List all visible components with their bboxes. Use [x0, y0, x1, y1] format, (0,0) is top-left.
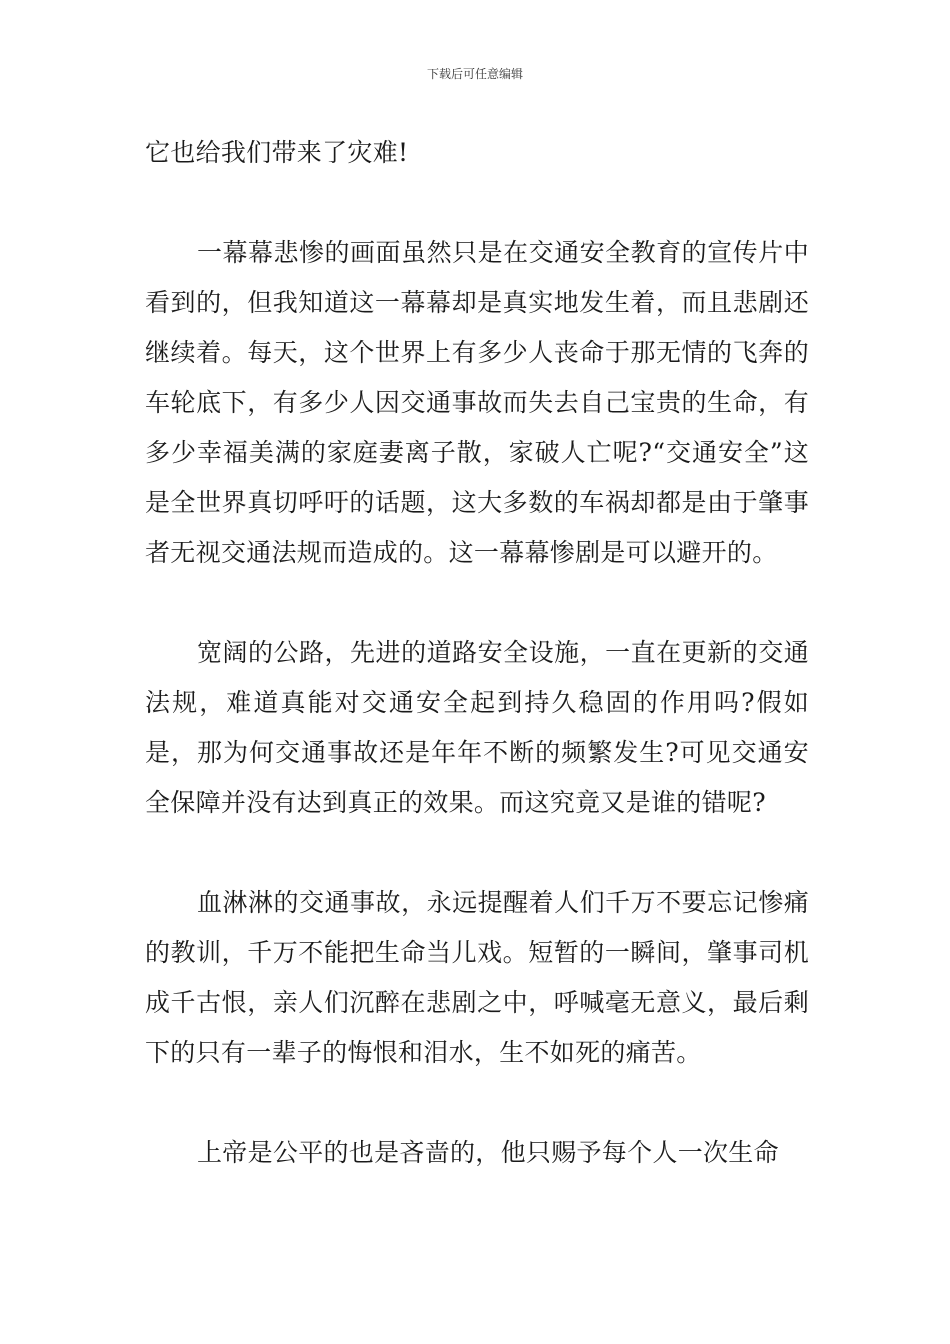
paragraph-gap: [145, 178, 809, 228]
paragraph-2: 一幕幕悲惨的画面虽然只是在交通安全教育的宣传片中看到的，但我知道这一幕幕却是真实地发生着，而且悲剧还继续着。每天，这个世界上有多少人丧命于那无情的飞奔的车轮底下，有多少人因交通事故而失去自己宝贵的生命，有多少幸福美满的家庭妻离子散，家破人亡呢?“交通安全”这是全世界真切呼吁的话题，这大多数的车祸却都是由于肇事者无视交通法规而造成的。这一幕幕惨剧是可以避开的。: [145, 238, 809, 567]
paragraph-gap: [145, 1078, 809, 1128]
paragraph-4: 血淋淋的交通事故，永远提醒着人们千万不要忘记惨痛的教训，千万不能把生命当儿戏。短暂的一瞬间，肇事司机成千古恨，亲人们沉醉在悲剧之中，呼喊毫无意义，最后剩下的只有一辈子的悔恨和泪水，生不如死的痛苦。: [145, 888, 809, 1067]
page-header: 下载后可任意编辑: [426, 67, 523, 81]
paragraph-1: 它也给我们带来了灾难!: [145, 138, 409, 167]
paragraph-gap: [145, 578, 809, 628]
paragraph-gap: [145, 828, 809, 878]
paragraph-3: 宽阔的公路，先进的道路安全设施，一直在更新的交通法规，难道真能对交通安全起到持久稳固的作用吗?假如是，那为何交通事故还是年年不断的频繁发生?可见交通安全保障并没有达到真正的效果。而这究竟又是谁的错呢?: [145, 638, 809, 817]
paragraph-5: 上帝是公平的也是吝啬的，他只赐予每个人一次生命: [197, 1138, 779, 1167]
document-body: [145, 128, 809, 1178]
